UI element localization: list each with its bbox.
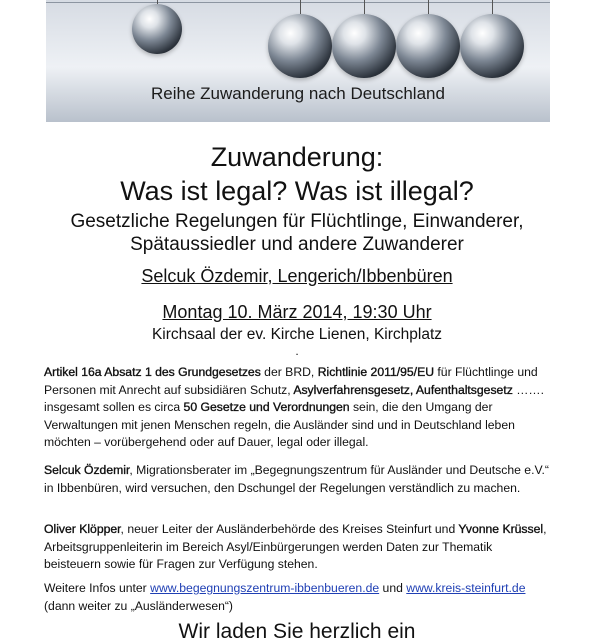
body-text: Weitere Infos unter: [44, 581, 151, 595]
series-caption: Reihe Zuwanderung nach Deutschland: [151, 84, 445, 103]
pendulum-ball-icon: [268, 0, 332, 80]
subtitle-line-1: Gesetzliche Regelungen für Flüchtlinge, Einwanderer,: [70, 211, 524, 232]
person-name: Oliver Klöpper: [44, 522, 121, 536]
pendulum-ball-icon: [126, 0, 188, 62]
law-reference: Artikel 16a Absatz 1 des Grundgesetzes: [44, 365, 261, 379]
law-reference: Asylverfahrensgesetz, Aufenthaltsgesetz: [293, 382, 513, 397]
body-text: , neuer Leiter der Ausländerbehörde des Kreises Steinfurt und: [120, 522, 459, 536]
title-line-2: Was ist legal? Was ist illegal?: [120, 176, 474, 206]
paragraph-more-info: [44, 580, 550, 615]
person-name: Selcuk Özdemir: [44, 463, 130, 477]
body-text: und: [379, 581, 407, 595]
speaker-name: Selcuk Özdemir, Lengerich/Ibbenbüren: [141, 266, 453, 286]
invitation-heading: Wir laden Sie herzlich ein: [178, 620, 416, 643]
paragraph-guests: [44, 521, 550, 574]
body-text: , Migrationsberater im „Begegnungszentrum für Ausländer und Deutsche e.V.“ in Ibbenbüren, wird versuchen, den Dschungel der Regelungen verständlich zu machen.: [44, 463, 549, 495]
pendulum-ball-icon: [332, 0, 396, 80]
event-date: Montag 10. März 2014, 19:30 Uhr: [162, 302, 432, 322]
body-text: der BRD,: [260, 365, 318, 379]
header-banner: [46, 0, 550, 122]
paragraph-laws: [44, 364, 550, 452]
link-kreis-steinfurt[interactable]: www.kreis-steinfurt.de: [406, 581, 526, 595]
event-venue: Kirchsaal der ev. Kirche Lienen, Kirchplatz: [151, 326, 443, 343]
title-line-1: Zuwanderung:: [210, 142, 384, 172]
pendulum-ball-icon: [396, 0, 460, 80]
law-reference: Richtlinie 2011/95/EU: [317, 365, 435, 379]
body-text: für Flüchtlinge und Personen mit Anrecht auf subsidiären Schutz,: [44, 365, 538, 397]
paragraph-speaker: [44, 462, 550, 497]
body-text: (dann weiter zu „Ausländerwesen“): [44, 598, 233, 613]
law-count: 50 Gesetze und Verordnungen: [183, 400, 350, 414]
subtitle-line-2: Spätaussiedler und andere Zuwanderer: [130, 234, 464, 255]
separator-dot: .: [295, 344, 299, 358]
body-text: , Arbeitsgruppenleiterin im Bereich Asyl/Einbürgerungen werden Daten zur Thematik beisteuern sowie für Fragen zur Verfügung stehen.: [44, 522, 547, 571]
person-name: Yvonne Krüssel: [458, 522, 544, 536]
pendulum-ball-icon: [460, 0, 524, 80]
link-begegnungszentrum[interactable]: www.begegnungszentrum-ibbenbueren.de: [150, 581, 380, 595]
body-text: ……. insgesamt sollen es circa: [44, 382, 544, 414]
body-text: sein, die den Umgang der Verwaltungen mit jenen Menschen regeln, die Ausländer sind und in Deutschland leben möchten – vorübergehend oder auf Dauer, legal oder illegal.: [44, 400, 515, 449]
